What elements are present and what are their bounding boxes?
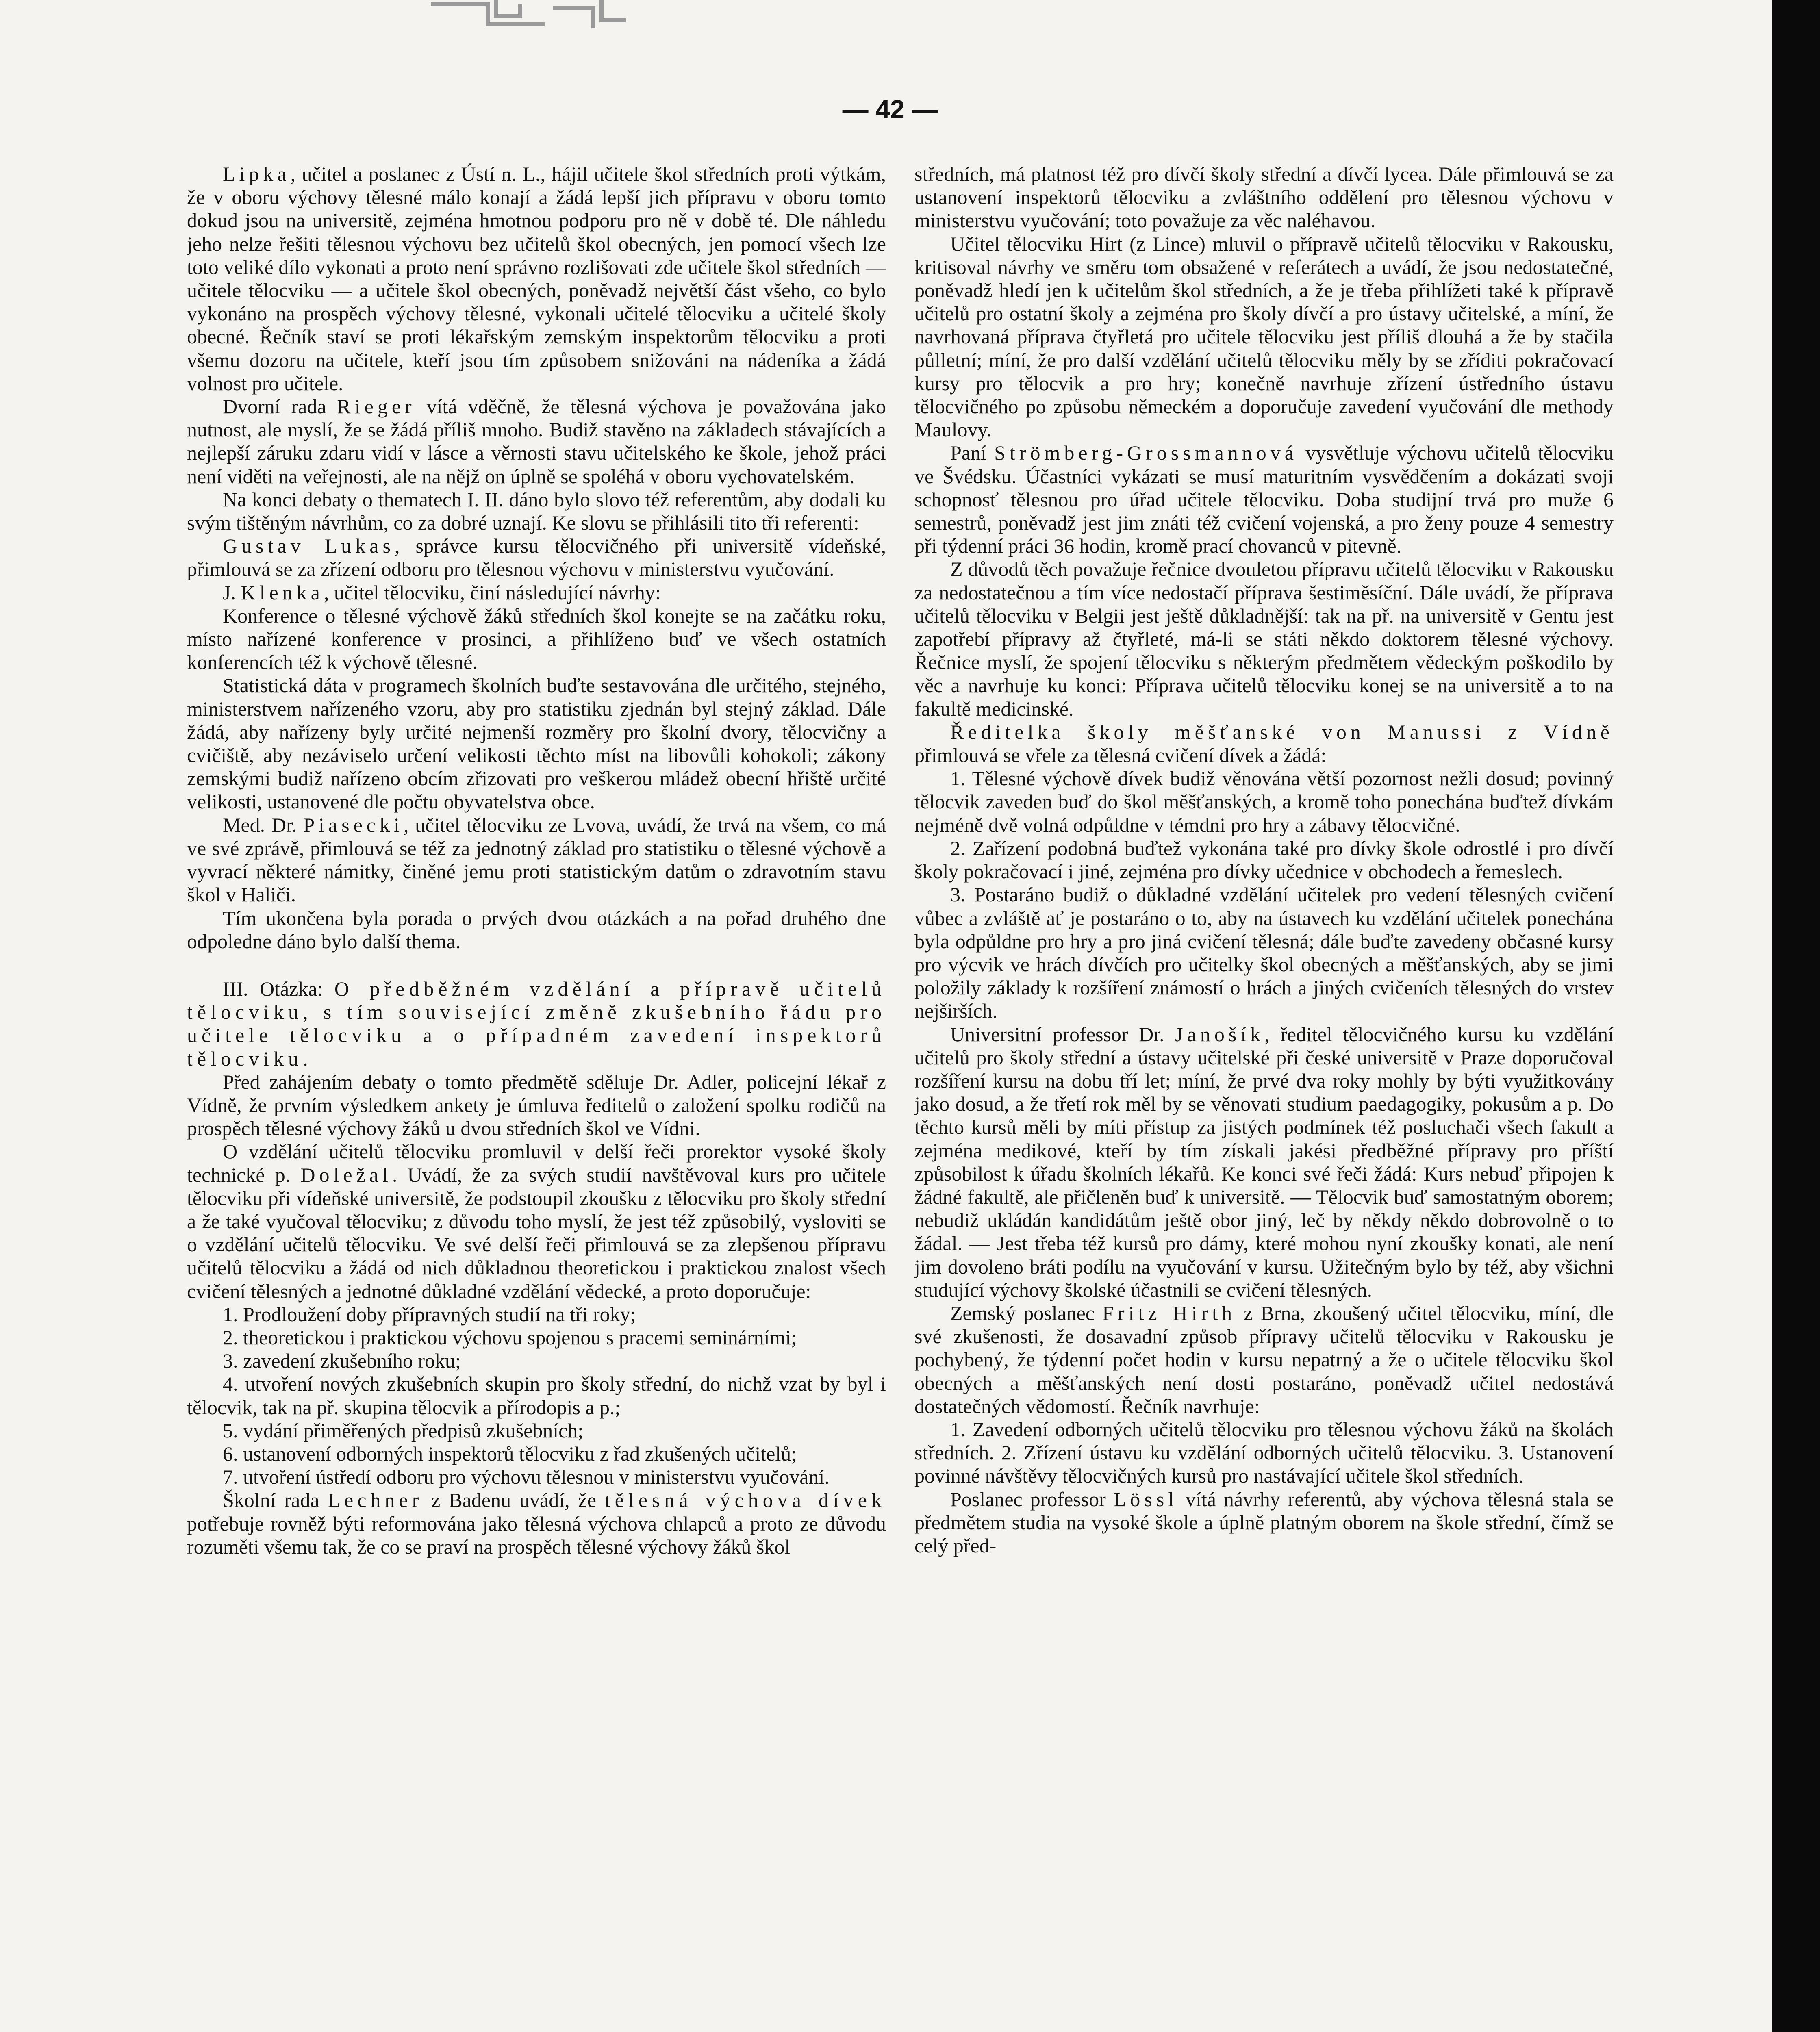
paragraph-conference: Konference o tělesné výchově žáků středních škol konejte se na začátku roku, místo nařízené konference v prosinci, a přihlíženo buď ve všech ostatních konferencích též k výchově tělesné. — [187, 604, 886, 674]
paragraph-prefix: O vzdělání učitelů tělocviku promluvil v delší řeči prorektor vysoké školy technické p. — [187, 1140, 886, 1186]
paragraph-lipka — [187, 163, 886, 395]
paragraph-prefix: Školní rada — [223, 1489, 328, 1512]
paragraph-prefix: Poslanec professor — [950, 1487, 1114, 1511]
paragraph-demand-2: 2. Zařízení podobná buďtež vykonána také pro dívky škole odrostlé i pro dívčí školy pokračovací i jiné, zejména pro dívky učednice v obchodech a řemeslech. — [914, 836, 1614, 883]
paragraph-hirth-proposals: 1. Zavedení odborných učitelů tělocviku pro tělesnou výchovu žáků na školách středních. 2. Zřízení ústavu ku vzdělání odborných učitelů tělocviku. 3. Ustanovení povinné návštěvy tělocvičných kursů pro nastávající učitele škol středních. — [914, 1418, 1614, 1487]
paragraph-text: , učitel tělocviku ze Lvova, uvádí, že trvá na všem, co má ve své zprávě, přimlouvá se též za jednotný základ pro statistiku o tělesné výchově a vyvrací některé námitky, činěné jemu proti statistickým datům o zdravotním stavu škol v Haliči. — [187, 813, 886, 906]
paragraph-stromberg — [914, 441, 1614, 558]
paragraph-text: přimlouvá se vřele za tělesná cvičení dívek a žádá: — [914, 744, 1327, 767]
paragraph-prefix: J. — [223, 581, 241, 604]
list-item: 7. utvoření ústředí odboru pro výchovu tělesnou v ministerstvu vyučování. — [223, 1465, 830, 1489]
paragraph-demand-1: 1. Tělesné výchově dívek budiž věnována větší pozornost nežli dosud; povinný tělocvik zaveden buď do škol měšťanských, a kromě toho ponechána buďtež dívkám nejméně dvě volná odpůldne v témdni pro hry a zábavy tělocvičné. — [914, 767, 1614, 836]
speaker-name-dolezal: Doležal — [300, 1163, 392, 1186]
speaker-name-manussi: Ředitelka školy měšťanské von Manussi z Vídně — [950, 720, 1614, 743]
paragraph-text: . Uvádí, že za svých studií navštěvoval kurs pro učitele tělocviku při vídeňské universitě, že podstoupil zkoušku z tělocviku pro školy střední a že také vyučoval tělocviku; z důvodu toho myslí, že jest též způsobilý, vysloviti se o vzdělání učitelů tělocviku. Ve své delší řeči přimlouvá se za zlepšenou přípravu učitelů tělocviku a žádá od nich důkladnou theoretickou i praktickou znalost všech cvičení tělesných a jednotné důkladné vzdělání vědecké, a proto doporučuje: — [187, 1163, 886, 1303]
paragraph-lechner — [187, 1489, 886, 1559]
paragraph-prefix: Paní — [950, 441, 995, 465]
torn-stamp-mark — [423, 0, 630, 49]
paragraph-adler: Před zahájením debaty o tomto předmětě sděluje Dr. Adler, policejní lékař z Vídně, že prvním výsledkem ankety je úmluva ředitelů o založení spolku rodičů na prospěch tělesné výchovy žáků u dvou středních škol ve Vídni. — [187, 1070, 886, 1140]
paragraph-text: , učitel tělocviku, činí následující návrhy: — [324, 581, 661, 604]
paragraph-text: , správce kursu tělocvičného při universitě vídeňské, přimlouvá se za zřízení odboru pro tělesnou výchovu v ministerstvu vyučování. — [187, 534, 886, 581]
list-item: 3. zavedení zkušebního roku; — [223, 1349, 461, 1372]
paragraph-rieger — [187, 395, 886, 488]
paragraph-continuation: středních, má platnost též pro dívčí školy střední a dívčí lycea. Dále přimlouvá se za ustanovení inspektorů tělocviku a zvláštního oddělení pro tělesnou výchovu v ministerstvu vyučování; toto považuje za věc naléhavou. — [914, 163, 1614, 232]
paragraph-debate-end: Na konci debaty o thematech I. II. dáno bylo slovo též referentům, aby dodali ku svým tištěným návrhům, co za dobré uznají. Ke slovu se přihlásili tito tři referenti: — [187, 488, 886, 534]
paragraph-text: potřebuje rovněž býti reformována jako tělesná výchova chlapců a proto ze důvodu rozuměti všemu tak, že co se praví na prospěch tělesné výchovy žáků škol — [187, 1512, 886, 1558]
paragraph-text: , ředitel tělocvičného kursu ku vzdělání učitelů pro školy střední a ústavy učitelské při české universitě v Praze doporučoval rozšíření kursu na dobu tří let; míní, že prvé dva roky mohly by býti využitkovány jako dosud, a že třetí rok měl by se věnovati studium paedagogiky, pokusům a p. Do těchto kursů měli by míti přístup za jistých podmínek též posluchači všech fakult a zejména medikové, kteří by tím získali jakési předběžné přípravy pro příští způsobilost k úřadu školních lékařů. Ke konci své řeči žádá: Kurs nebuď připojen k žádné fakultě, ale přičleněn buď k universitě. — Tělocvik buď samostatným oborem; nebudiž ukládán kandidátům ještě obor jiný, leč by někdy někdo dobrovolně o to žádal. — Jest třeba též kursů pro dámy, které mohou nyní zkoušky konati, ale není jim dovoleno bráti podílu na vyučování v kursu. Užitečným bylo by též, aby všichni studující výchovy školské účastnili se cvičení tělesných. — [914, 1023, 1614, 1301]
list-item: 6. ustanovení odborných inspektorů tělocviku z řad zkušených učitelů; — [223, 1442, 797, 1465]
speaker-name-lukas: Gustav Lukas — [223, 534, 395, 558]
paragraph-lukas — [187, 534, 886, 581]
paragraph-text: z Badenu uvádí, že — [423, 1489, 605, 1512]
paragraph-janosik — [914, 1023, 1614, 1302]
paragraph-prefix: Zemský poslanec — [950, 1301, 1103, 1324]
speaker-name-lechner: Lechner — [328, 1489, 423, 1512]
heading-prefix: III. Otázka: — [223, 977, 334, 1000]
paragraph-lossl — [914, 1488, 1614, 1558]
list-item: 1. Prodloužení doby přípravných studií na tři roky; — [223, 1303, 636, 1326]
speaker-name-lipka: Lipka — [223, 163, 291, 185]
paragraph-two-year-prep: Z důvodů těch považuje řečnice dvouletou přípravu učitelů tělocviku v Rakousku za nedostatečnou a tím více nedostačí příprava šestiměsíční. Dále uvádí, že příprava učitelů tělocviku v Belgii jest ještě důkladnější: tak na př. na universitě v Gentu jest zapotřebí přípravy až čtyřleté, má-li se státi někdo doktorem tělesné výchovy. Řečnice myslí, že spojení tělocviku s některým předmětem vědeckým poškodilo by věc a navrhuje ku konci: Příprava učitelů tělocviku konej se na universitě a to na fakultě medicinské. — [914, 558, 1614, 720]
paragraph-piasecki — [187, 814, 886, 907]
section-heading-iii — [187, 977, 886, 1070]
speaker-name-rieger: Rieger — [337, 395, 416, 418]
paragraph-klenka — [187, 581, 886, 604]
paragraph-session-end: Tím ukončena byla porada o prvých dvou otázkách a na pořad druhého dne odpoledne dáno bylo další thema. — [187, 906, 886, 953]
paragraph-dolezal — [187, 1140, 886, 1303]
paragraph-statistics: Statistická dáta v programech školních buďte sestavována dle určitého, stejného, ministerstvem nařízeného vzoru, aby pro statistiku zjednán byl stejný základ. Dále žádá, aby nařízeny byly určité nejmenší rozměry pro školní dvory, tělocvičny a cvičiště, aby nezáviselo určení velikosti těchto míst na libovůli kohokoli; zákony zemskými budiž nařízeno obcím zřizovati pro veškerou mládež obecní hřiště určité velikosti, ustanovené dle počtu obyvatelstva obce. — [187, 674, 886, 813]
paragraph-manussi — [914, 721, 1614, 767]
emphasized-text: tělesná výchova dívek — [604, 1489, 886, 1512]
scan-border-right — [1772, 0, 1820, 2032]
paragraph-text: vítá návrhy referentů, aby výchova tělesná stala se předmětem studia na vysoké škole a úplně platným oborem na škole střední, čímž se celý před- — [914, 1487, 1614, 1557]
paragraph-text: , učitel a poslanec z Ústí n. L., hájil učitele škol středních proti výtkám, že v oboru výchovy tělesné málo konají a žádá lepší jich přípravu v oboru tomto dokud jsou na universitě, zejména hmotnou podporu pro ně v době té. Dle náhledu jeho nelze řešiti tělesnou výchovu bez učitelů škol obecných, jen pomocí všech lze toto veliké dílo vykonati a proto není správno rozlišovati zde učitele škol středních — učitele tělocviku — a učitele škol obecných, poněvadž největší část všeho, co bylo vykonáno na prospěch výchovy tělesné, vykonali učitelé tělocviku a učitelé školy obecné. Řečník staví se proti lékařským zemským inspektorům tělocviku a proti všemu dozoru na učitele, kteří jsou tím způsobem snižováni na nádeníka a žádá volnost pro učitele. — [187, 163, 886, 395]
paragraph-prefix: Med. Dr. — [223, 813, 304, 836]
speaker-name-hirth: Fritz Hirth — [1102, 1301, 1236, 1324]
speaker-name-janosik: Janošík — [1175, 1023, 1265, 1046]
speaker-name-piasecki: Piasecki — [303, 813, 404, 836]
paragraph-text: vítá vděčně, že tělesná výchova je považována jako nutnost, ale myslí, že se žádá příliš mnoho. Budiž stavěno na základech stávajících a nejlepší záruku zdaru vidí v lásce a věrnosti stavu učitelského ke škole, jehož práci není viděti na veřejnosti, ale na nějž on úplně se spoléhá v oboru vychovatelském. — [187, 395, 886, 488]
list-item: 4. utvoření nových zkušebních skupin pro školy střední, do nichž vzat by byl i tělocvik, tak na př. skupina tělocvik a přírodopis a p.; — [187, 1372, 886, 1419]
paragraph-hirth — [914, 1302, 1614, 1418]
list-item: 5. vydání přiměřených předpisů zkušebních; — [223, 1419, 584, 1442]
left-column — [187, 163, 886, 2032]
paragraph-text: vysvětluje výchovu učitelů tělocviku ve Švédsku. Účastníci vykázati se musí maturitním vysvědčením a dokázati svoji schopnosť tělesnou pro úřad učitele tělocviku. Doba studijní trvá pro muže 6 semestrů, poněvadž jest jim znáti též cvičení vojenská, a pro ženy pouze 4 semestry při týdenní práci 36 hodin, kromě prací chovanců v pitevně. — [914, 441, 1614, 558]
paragraph-hirt: Učitel tělocviku Hirt (z Lince) mluvil o přípravě učitelů tělocviku v Rakousku, kritisoval návrhy ve směru tom obsažené v referátech a uvádí, že jsou nedostatečné, poněvadž hledí jen k učitelům škol středních, a že je třeba přihlížeti také k přípravě učitelů pro ostatní školy a zejména pro školy dívčí a pro ústavy učitelské, a míní, že navrhovaná příprava čtyřletá pro učitele tělocviku jest příliš dlouhá a že by stačila půlletní; míní, že pro další vzdělání učitelů tělocviku měly by se zříditi pokračovací kursy pro tělocvik a pro hry; konečně navrhuje zřízení ústředního ústavu tělocvičného po způsobu německém a doporučuje zavedení vyučování dle methody Maulovy. — [914, 232, 1614, 441]
right-column — [914, 163, 1614, 2032]
paragraph-demand-3: 3. Postaráno budiž o důkladné vzdělání učitelek pro vedení tělesných cvičení vůbec a zvláště ať je postaráno o to, aby na ústavech ku vzdělání učitelek ponechána byla odpůldne pro hry a pro jiná cvičení tělesná; dále buďte zavedeny občasné kursy pro výcvik ve hrách dívčích pro učitelky škol obecných a měšťanských, aby se jimi položily základy k rozšíření známostí o hrách a jiných cvičeních tělesných do vrstev nejširších. — [914, 883, 1614, 1023]
recommendation-list — [187, 1303, 886, 1489]
page-number: — 42 — — [842, 95, 938, 124]
heading-spaced-text: O předběžném vzdělání a přípravě učitelů tělocviku, s tím související změně zkušebního řádu pro učitele tělocviku a o případném zavedení inspektorů tělocviku. — [187, 977, 886, 1070]
paragraph-prefix: Universitní professor Dr. — [950, 1023, 1175, 1046]
paragraph-text: z Brna, zkoušený učitel tělocviku, míní, dle své zkušenosti, že dosavadní způsob přípravy učitelů tělocviku v Rakousku je pochybený, že týdenní počet hodin v kursu nepatrný a že o učitele tělocviku škol obecných a měšťanských není dosti postaráno, poněvadž učitel nedostává dostatečných vědomostí. Řečník navrhuje: — [914, 1301, 1614, 1418]
list-item: 2. theoretickou i praktickou výchovu spojenou s pracemi seminárními; — [223, 1326, 797, 1349]
speaker-name-stromberg: Strömberg-Grossmannová — [994, 441, 1298, 465]
speaker-name-klenka: Klenka — [241, 581, 324, 604]
speaker-name-lossl: Lössl — [1113, 1487, 1178, 1511]
paragraph-prefix: Dvorní rada — [223, 395, 337, 418]
